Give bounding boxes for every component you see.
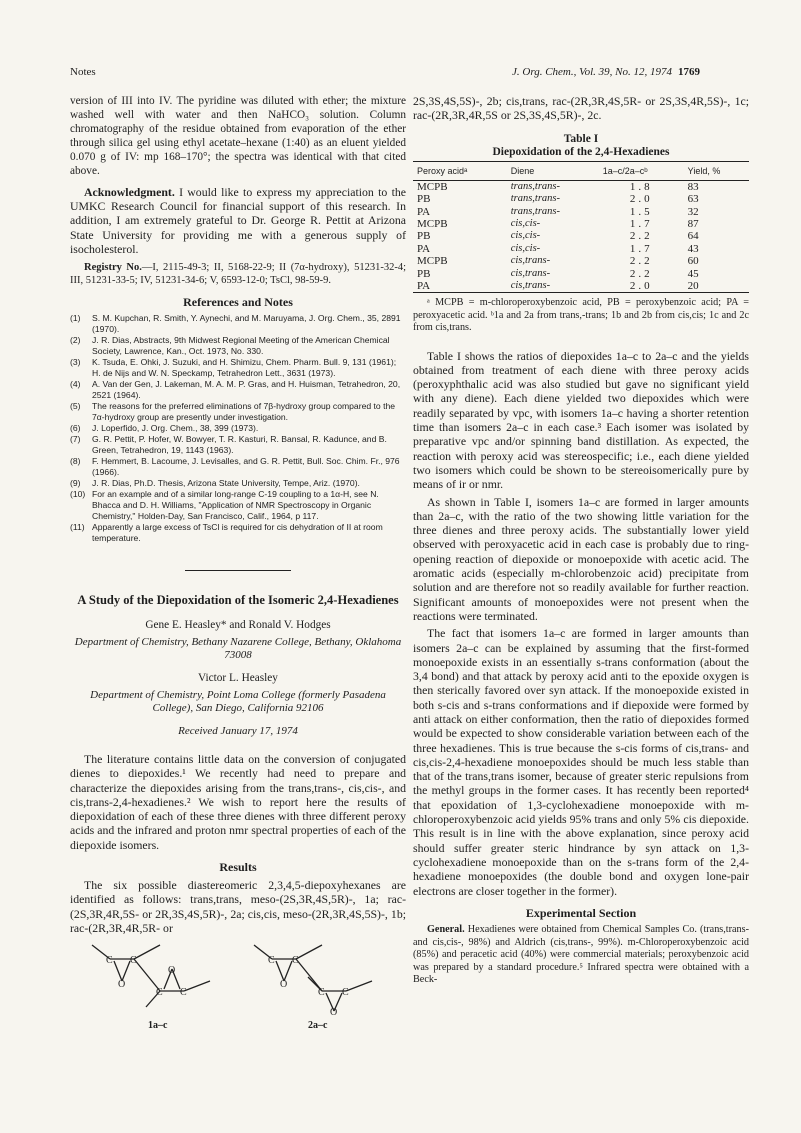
right-column xyxy=(413,94,749,990)
authors-primary: Gene E. Heasley* and Ronald V. Hodges xyxy=(145,618,331,631)
reference-item xyxy=(70,456,406,478)
results-paragraph: The six possible diastereomeric 2,3,4,5-diepoxyhexanes are identified as follows: trans,trans, meso-(2S,3R,4S,5R)-, 1a; rac-(2S,3R,4R,5S- or 2R,3S,4S,5R)-, 2a; cis,cis, meso-(2R,3R,4S,5S)-, 1b; rac-(2R,3R,4R,5R- or xyxy=(70,878,406,936)
cell-yield: 63 xyxy=(687,193,699,206)
svg-text:O: O xyxy=(330,1007,338,1018)
svg-text:C: C xyxy=(318,987,325,999)
authors-secondary: Victor L. Heasley xyxy=(198,671,278,684)
registry-title: Registry No. xyxy=(84,261,142,273)
ref-text: K. Tsuda, E. Ohki, J. Suzuki, and H. Shimizu, Chem. Pharm. Bull. 9, 131 (1961); H. de Nijs and W. N. Speckamp, Tetrahedron Lett., 3631 (1973). xyxy=(92,356,397,378)
ref-text: J. R. Dias, Ph.D. Thesis, Arizona State University, Tempe, Ariz. (1970). xyxy=(92,477,360,488)
table-row xyxy=(413,180,749,193)
article-divider xyxy=(185,570,291,571)
cell-ratio: 1.8 xyxy=(629,180,653,193)
table-subtitle: Diepoxidation of the 2,4-Hexadienes xyxy=(492,145,670,158)
reference-item xyxy=(70,478,406,489)
page-number: 1769 xyxy=(678,66,701,78)
registry-numbers xyxy=(70,261,406,287)
svg-text:C: C xyxy=(342,987,349,999)
cell-ratio: 1.7 xyxy=(629,242,653,255)
references-list xyxy=(70,313,406,544)
table-row xyxy=(413,218,749,230)
ref-text: For an example and of a similar long-range C-19 coupling to a 1α-H, see N. Bhacca and D. H. Williams, "Application of NMR Spectroscopy in Organic Chemistry," Holden-Day, San Francisco, Calif., 1964, p 117. xyxy=(92,488,379,521)
ack-title: Acknowledgment. xyxy=(84,184,175,199)
cell-yield: 60 xyxy=(687,255,699,268)
table-row xyxy=(413,243,749,255)
cell-acid: MCPB xyxy=(417,180,448,193)
diepoxidation-table xyxy=(413,161,749,294)
cell-ratio: 2.2 xyxy=(629,230,653,243)
cell-ratio: 1.7 xyxy=(629,217,653,230)
cell-ratio: 2.0 xyxy=(599,280,684,293)
cell-diene: trans,trans- xyxy=(510,193,561,205)
table-row xyxy=(413,280,749,293)
table-row xyxy=(413,268,749,280)
cell-yield: 64 xyxy=(687,230,699,243)
col-header: Diene xyxy=(507,161,599,180)
reference-item xyxy=(70,423,406,434)
ref-number: (5) xyxy=(70,400,81,411)
acknowledgment xyxy=(70,185,406,257)
ref-text: Apparently a large excess of TsCl is required for cis dehydration of II at room temperature. xyxy=(92,521,383,543)
cell-ratio: 2.0 xyxy=(629,193,653,206)
structure-label-1: 1a–c xyxy=(148,1020,168,1032)
registry-text: —I, 2115-49-3; II, 5168-22-9; II (7α-hydroxy), 51231-32-4; III, 51231-33-5; IV, 51231-34-6; V, 6593-12-0; TsCl, 98-59-9. xyxy=(70,261,406,286)
svg-text:C: C xyxy=(268,955,275,967)
ref-number: (4) xyxy=(70,378,81,389)
ref-number: (10) xyxy=(70,488,86,499)
reference-item xyxy=(70,357,406,379)
table-footnote: ᵃ MCPB = m-chloroperoxybenzoic acid, PB = peroxybenzoic acid; PA = peroxyacetic acid. ᵇ1a and 2a from trans,-trans; 1b and 2b from cis,cis; 1c and 2c from cis,trans. xyxy=(413,297,749,334)
svg-text:O: O xyxy=(280,979,288,991)
discussion-paragraph-3: The fact that isomers 1a–c are formed in larger amounts than isomers 2a–c can be explained by assuming that the first-formed monoepoxide exists in an essentially s-trans conformation (about the 3,4 bond) and that attack by peroxy acid anti to the epoxide oxygen is then sterically favored over syn attack. If the monoepoxide existed in both s-cis and s-trans conformations and if diepoxide were formed by anti attack on either conformation, then the ratio of diepoxides formed would be expected to show considerable variation between each of the three hexadienes. This is true because the s-cis forms of cis,trans- and cis,cis-2,4-hexadiene monoepoxides should be much less stable than that of the trans,trans isomer, because of greater steric repulsions from the methyl groups in the former cases. It has recently been reported⁴ that epoxidation of 1,3-cyclohexadiene monoepoxide with m-chloroperoxybenzoic acid yields 95% trans and only 5% cis diepoxide. This result is in line with the above explanation, since peroxy acid should suffer greater steric hindrance by syn attack on 1,3-cyclohexadiene monoepoxide than on the s-trans form of the 2,4-hexadiene monoepoxides (the double bond and oxygen lone-pair electrons are closer together in the former). xyxy=(413,626,749,898)
intro-paragraph: version of III into IV. The pyridine was diluted with ether; the mixture washed well with water and then NaHCO₃ solution. Column chromatography of the residue obtained from evaporation of the ether through silica gel using ethyl acetate–hexane (1:40) as an eluent yielded 0.070 g of IV: mp 168–170°; the spectra was identical with that cited above. xyxy=(70,95,406,178)
ref-number: (11) xyxy=(70,521,85,532)
col-header: Yield, % xyxy=(684,161,749,180)
cell-yield: 87 xyxy=(687,217,699,230)
structure-figures xyxy=(70,939,406,1035)
cell-diene: cis,cis- xyxy=(510,217,541,229)
cell-yield: 32 xyxy=(687,205,699,218)
cell-ratio: 2.2 xyxy=(629,267,653,280)
ref-text: A. Van der Gen, J. Lakeman, M. A. M. P. Gras, and H. Huisman, Tetrahedron, 20, 2521 (1964). xyxy=(92,378,401,400)
article-title: A Study of the Diepoxidation of the Isomeric 2,4-Hexadienes xyxy=(77,592,399,607)
ref-text: J. Loperfido, J. Org. Chem., 38, 399 (1973). xyxy=(92,422,259,433)
svg-text:C: C xyxy=(130,955,137,967)
ref-text: The reasons for the preferred eliminations of 7β-hydroxy group compared to the 7α-hydroxy group are presently under investigation. xyxy=(92,400,396,422)
references-heading: References and Notes xyxy=(183,294,293,309)
journal-citation: J. Org. Chem., Vol. 39, No. 12, 1974 xyxy=(512,66,673,78)
ref-number: (1) xyxy=(70,312,81,323)
cell-acid: PA xyxy=(417,242,431,255)
ref-number: (7) xyxy=(70,433,81,444)
ref-number: (9) xyxy=(70,477,81,488)
cell-acid: PA xyxy=(417,205,431,218)
results-heading: Results xyxy=(219,860,257,875)
table-header-row xyxy=(413,161,749,180)
ref-text: G. R. Pettit, P. Hofer, W. Bowyer, T. R. Kasturi, R. Bansal, R. Kadunce, and B. Green, Tetrahedron, 19, 1143 (1963). xyxy=(92,433,387,455)
ref-text: J. R. Dias, Abstracts, 9th Midwest Regional Meeting of the American Chemical Society, Lawrence, Kan., Oct. 1973, No. 330. xyxy=(92,334,390,356)
svg-text:O: O xyxy=(118,979,126,991)
experimental-paragraph xyxy=(413,924,749,987)
experimental-lead: General. xyxy=(427,923,465,935)
affiliation-primary: Department of Chemistry, Bethany Nazarene College, Bethany, Oklahoma 73008 xyxy=(74,635,402,662)
cell-acid: PB xyxy=(417,193,431,206)
ref-text: F. Hemmert, B. Lacoume, J. Levisalles, and G. R. Pettit, Bull. Soc. Chim. Fr., 976 (1966). xyxy=(92,455,400,477)
cell-yield: 83 xyxy=(687,180,699,193)
svg-text:C: C xyxy=(106,955,113,967)
experimental-heading: Experimental Section xyxy=(525,905,637,920)
intro-body-paragraph: The literature contains little data on the conversion of conjugated dienes to diepoxides.¹ We recently had need to prepare and characterize the diepoxides arising from the trans,trans-, cis,cis-, and cis,trans-2,4-hexadienes.² We wish to report here the results of diepoxidation of each of these three dienes with three different peroxy acids and the infrared and proton nmr spectral properties of each of the diepoxide isomers. xyxy=(70,751,406,852)
col-header: 1a–c/2a–cᵇ xyxy=(599,161,684,180)
cell-diene: cis,trans- xyxy=(510,267,551,279)
cell-ratio: 2.2 xyxy=(629,255,653,268)
ref-number: (2) xyxy=(70,334,81,345)
experimental-text: Hexadienes were obtained from Chemical Samples Co. (trans,trans- and cis,cis-, 98%) and Aldrich (cis,trans-, 99%). m-Chloroperoxybenzoic acid (85%) and peracetic acid (40%) were commercial materials; peroxybenzoic acid was prepared by a standard procedure.⁵ Infrared spectra were obtained with a Beck- xyxy=(413,923,749,986)
cell-yield: 45 xyxy=(687,267,699,280)
svg-text:C: C xyxy=(156,987,163,999)
reference-item xyxy=(70,335,406,357)
left-column xyxy=(70,94,406,1035)
cell-diene: cis,trans- xyxy=(510,255,551,267)
cell-acid: MCPB xyxy=(417,217,448,230)
svg-text:C: C xyxy=(180,987,187,999)
cell-diene: cis,trans- xyxy=(507,280,599,293)
structure-label-2: 2a–c xyxy=(308,1020,328,1032)
table-row xyxy=(413,193,749,205)
reference-item xyxy=(70,489,406,522)
svg-text:O: O xyxy=(168,965,176,977)
col-header: Peroxy acidᵃ xyxy=(413,161,507,180)
affiliation-secondary: Department of Chemistry, Point Loma College (formerly Pasadena College), San Diego, California 92106 xyxy=(90,688,386,715)
discussion-paragraph-2: As shown in Table I, isomers 1a–c are formed in larger amounts than 2a–c, with the ratio of the two showing little variation for the three dienes and three peroxy acids. The substantially lower yield observed with peroxyacetic acid in each case is probably due to ring-opening reaction of diepoxide or monoepoxide with acetic acid. The aromatic acids (especially m-chlorobenzoic acid) precipitate from solution and are therefore not so readily available for further reaction. Significant amounts of monoepoxides were not present when the reactions were terminated. xyxy=(413,494,749,623)
reference-item xyxy=(70,522,406,544)
cell-diene: cis,cis- xyxy=(510,230,541,242)
discussion-paragraph-1: Table I shows the ratios of diepoxides 1a–c to 2a–c and the yields obtained from treatment of each diene with three peroxy acids (peroxyphthalic acid was also studied but gave no significant yield with any diene). Each diene yielded two diepoxides which were readily separated by vpc, with isomers 1a–c having a shorter retention time than isomers 2a–c in each case.³ Each isomer was isolated by preparative vpc and/or spinning band distillation. As expected, the reaction with peroxy acid was stereospecific; i.e., each diene yielded two isomers which could be shown to be stereoisomerically pure by means of ir or nmr. xyxy=(413,348,749,492)
cell-acid: MCPB xyxy=(417,255,448,268)
cell-diene: trans,trans- xyxy=(510,205,561,217)
svg-text:C: C xyxy=(292,955,299,967)
cell-diene: cis,cis- xyxy=(510,242,541,254)
ref-text: S. M. Kupchan, R. Smith, Y. Aynechi, and M. Maruyama, J. Org. Chem., 35, 2891 (1970). xyxy=(92,312,401,334)
results-continued: 2S,3S,4S,5S)-, 2b; cis,trans, rac-(2R,3R,4S,5R- or 2S,3S,4R,5S)-, 1c; rac-(2R,3R,4R,5S or 2S,3S,4S,5R)-, 2c. xyxy=(413,94,749,123)
reference-item xyxy=(70,434,406,456)
cell-acid: PB xyxy=(417,267,431,280)
reference-item xyxy=(70,379,406,401)
cell-diene: trans,trans- xyxy=(510,180,561,192)
reference-item xyxy=(70,313,406,335)
received-date: Received January 17, 1974 xyxy=(178,724,298,737)
cell-ratio: 1.5 xyxy=(629,205,653,218)
ref-number: (8) xyxy=(70,455,81,466)
table-row xyxy=(413,230,749,242)
ack-text: I would like to express my appreciation to the UMKC Research Council for financial support of this research. In addition, I am extremely grateful to Dr. George R. Pettit at Arizona State University for providing me with a generous supply of isocholesterol. xyxy=(70,184,406,257)
cell-acid: PB xyxy=(417,230,431,243)
cell-yield: 20 xyxy=(684,280,749,293)
table-row xyxy=(413,255,749,267)
diepoxide-structure-2 xyxy=(250,939,390,1017)
ref-number: (3) xyxy=(70,356,81,367)
table-row xyxy=(413,206,749,218)
cell-acid: PA xyxy=(413,280,507,293)
reference-item xyxy=(70,401,406,423)
running-header-section: Notes xyxy=(70,66,96,78)
running-header-journal xyxy=(512,66,700,78)
ref-number: (6) xyxy=(70,422,81,433)
cell-yield: 43 xyxy=(687,242,699,255)
table-title: Table I xyxy=(563,132,599,145)
diepoxide-structure-1 xyxy=(88,939,228,1017)
